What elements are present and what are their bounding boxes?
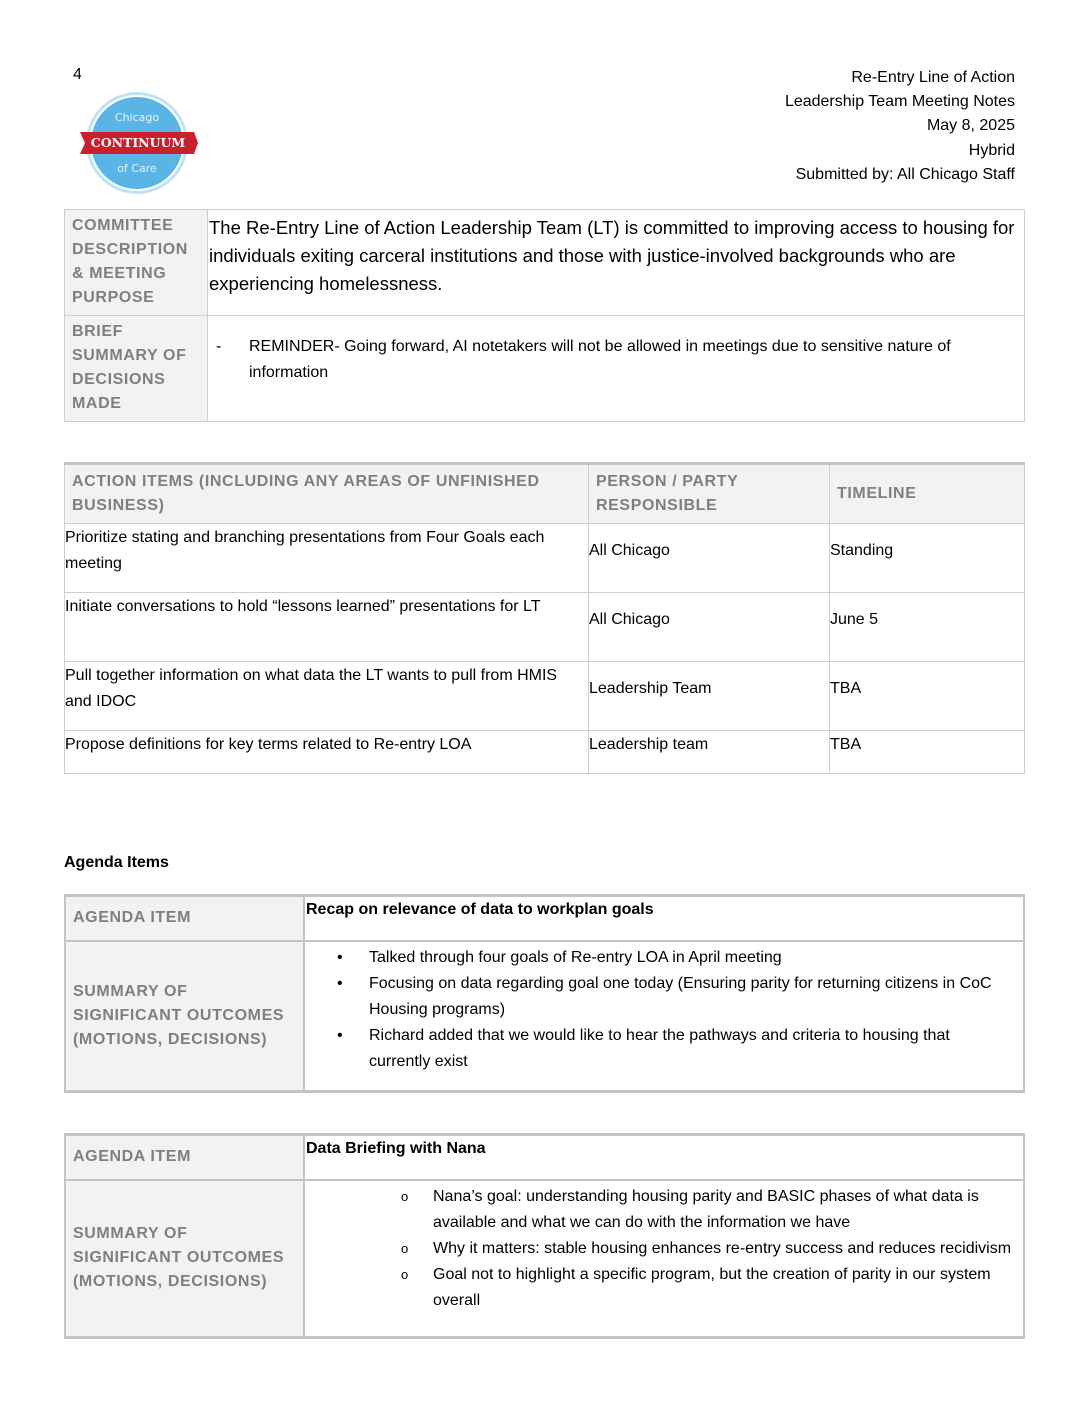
decision-item: - REMINDER- Going forward, AI notetakers will not be allowed in meetings due to sensitive nature of information (208, 334, 1018, 386)
timeline-header: TIMELINE (830, 464, 1025, 524)
action-items-table (64, 462, 1025, 774)
committee-description-label: COMMITTEE DESCRIPTION & MEETING PURPOSE (65, 210, 208, 316)
committee-description-text: The Re-Entry Line of Action Leadership Team (LT) is committed to improving access to housing for individuals exiting carceral institutions and those with justice-involved backgrounds who are experiencing homelessness. (208, 210, 1025, 316)
table-row (65, 731, 1025, 774)
header-committee-name: Re-Entry Line of Action (851, 69, 1015, 86)
chicago-continuum-of-care-logo (78, 90, 200, 196)
document-header (785, 66, 1015, 187)
person-cell: All Chicago (589, 524, 830, 593)
action-item-cell: Pull together information on what data the LT wants to pull from HMIS and IDOC (65, 662, 589, 731)
person-cell: Leadership team (589, 731, 830, 774)
outcomes-list (305, 945, 1011, 1075)
summary-outcomes-label: SUMMARY OF SIGNIFICANT OUTCOMES (MOTIONS, DECISIONS) (65, 1180, 304, 1338)
bullet-marker: • (337, 1026, 343, 1044)
outcome-item: o Nana’s goal: understanding housing parity and BASIC phases of what data is available and what we can do with the information we have (305, 1184, 1017, 1236)
decisions-list (208, 334, 1018, 386)
circle-bullet-marker: o (401, 1240, 409, 1256)
timeline-cell: June 5 (830, 593, 1025, 662)
action-item-cell: Propose definitions for key terms related to Re-entry LOA (65, 731, 589, 774)
table-row (65, 662, 1025, 731)
timeline-cell: TBA (830, 731, 1025, 774)
agenda-item-table (64, 894, 1025, 1093)
table-row (65, 593, 1025, 662)
header-format: Hybrid (968, 141, 1015, 159)
action-items-header: ACTION ITEMS (INCLUDING ANY AREAS OF UNFINISHED BUSINESS) (65, 464, 589, 524)
agenda-item-table (64, 1133, 1025, 1339)
circle-bullet-marker: o (401, 1188, 409, 1204)
svg-text:Chicago: Chicago (114, 111, 160, 124)
agenda-item-title: Recap on relevance of data to workplan goals (304, 896, 1024, 941)
decisions-label: BRIEF SUMMARY OF DECISIONS MADE (65, 316, 208, 422)
circle-bullet-marker: o (401, 1266, 409, 1282)
outcome-item: • Focusing on data regarding goal one today (Ensuring parity for returning citizens in CoC Housing programs) (305, 971, 1011, 1023)
timeline-cell: TBA (830, 662, 1025, 731)
agenda-section-title: Agenda Items (64, 854, 169, 871)
action-item-cell: Prioritize stating and branching presentations from Four Goals each meeting (65, 524, 589, 593)
dash-marker: - (216, 338, 222, 355)
timeline-cell: Standing (830, 524, 1025, 593)
page-number: 4 (73, 66, 82, 83)
outcome-item: o Goal not to highlight a specific program, but the creation of parity in our system overall (305, 1262, 1017, 1314)
committee-table (64, 209, 1025, 422)
svg-text:of Care: of Care (117, 162, 157, 175)
svg-text:CONTINUUM: CONTINUUM (90, 135, 186, 150)
agenda-item-label: AGENDA ITEM (65, 1135, 304, 1180)
summary-outcomes-label: SUMMARY OF SIGNIFICANT OUTCOMES (MOTIONS, DECISIONS) (65, 941, 304, 1092)
header-submitted-by: Submitted by: All Chicago Staff (795, 165, 1015, 183)
agenda-item-title: Data Briefing with Nana (304, 1135, 1024, 1180)
header-doc-type: Leadership Team Meeting Notes (784, 93, 1015, 111)
outcome-item: o Why it matters: stable housing enhances re-entry success and reduces recidivism (305, 1236, 1017, 1262)
header-date: May 8, 2025 (926, 117, 1015, 135)
table-row (65, 524, 1025, 593)
person-cell: All Chicago (589, 593, 830, 662)
bullet-marker: • (337, 948, 343, 966)
action-item-cell: Initiate conversations to hold “lessons learned” presentations for LT (65, 593, 589, 662)
agenda-item-label: AGENDA ITEM (65, 896, 304, 941)
outcome-item: • Richard added that we would like to hear the pathways and criteria to housing that currently exist (305, 1023, 1011, 1075)
person-responsible-header: PERSON / PARTY RESPONSIBLE (589, 464, 830, 524)
outcome-item: • Talked through four goals of Re-entry LOA in April meeting (305, 945, 1011, 971)
person-cell: Leadership Team (589, 662, 830, 731)
outcomes-list (305, 1184, 1017, 1314)
bullet-marker: • (337, 974, 343, 992)
